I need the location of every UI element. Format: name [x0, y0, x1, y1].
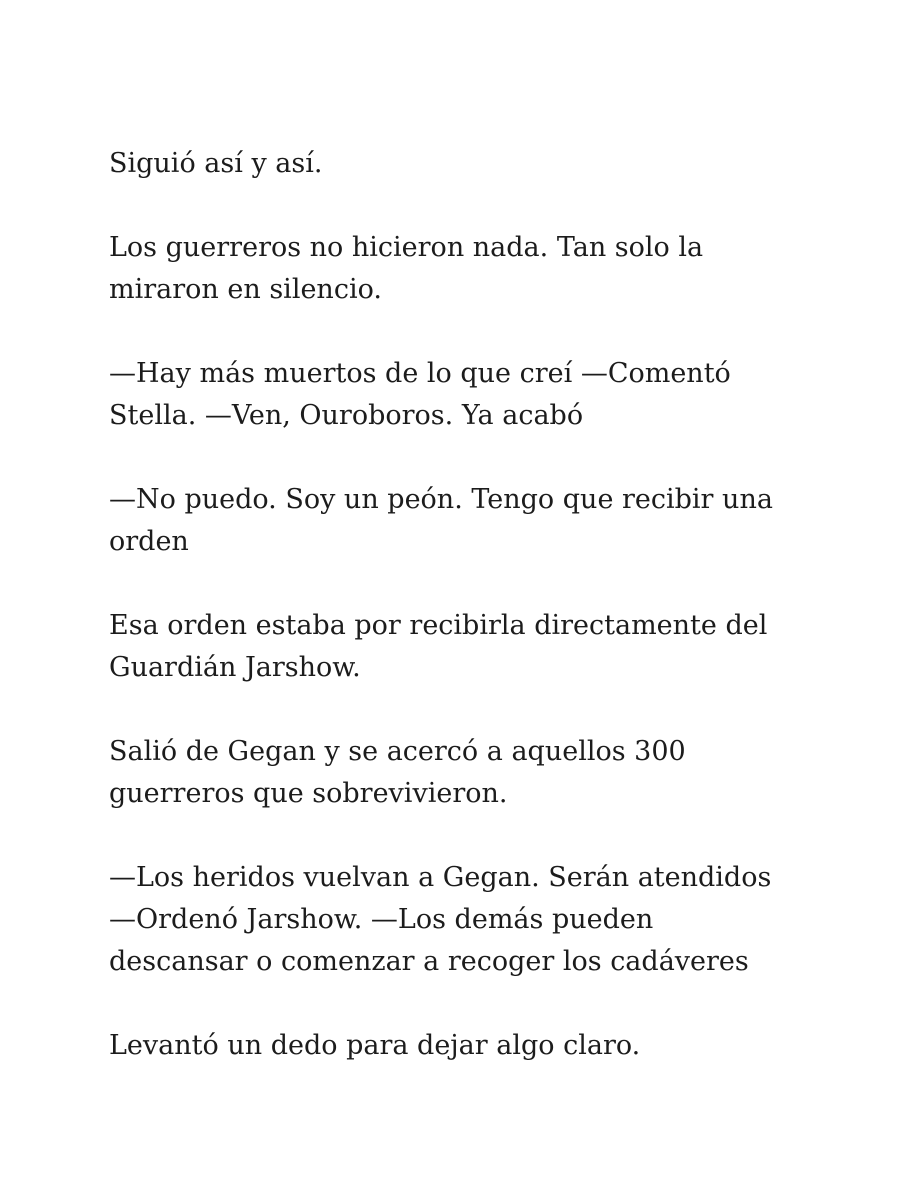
paragraph-8: Levantó un dedo para dejar algo claro. — [109, 1030, 641, 1061]
paragraph-3: —Hay más muertos de lo que creí —Comentó Stella. —Ven, Ouroboros. Ya acabó — [109, 358, 731, 431]
document-page — [109, 143, 799, 1109]
paragraph-1: Siguió así y así. — [109, 148, 323, 179]
paragraph-6: Salió de Gegan y se acercó a aquellos 300 guerreros que sobrevivieron. — [109, 736, 686, 809]
paragraph-2: Los guerreros no hicieron nada. Tan solo la miraron en silencio. — [109, 232, 704, 305]
paragraph-7: —Los heridos vuelvan a Gegan. Serán atendidos —Ordenó Jarshow. —Los demás pueden descansar o comenzar a recoger los cadáveres — [109, 862, 772, 977]
paragraph-4: —No puedo. Soy un peón. Tengo que recibir una orden — [109, 484, 773, 557]
paragraph-5: Esa orden estaba por recibirla directamente del Guardián Jarshow. — [109, 610, 768, 683]
